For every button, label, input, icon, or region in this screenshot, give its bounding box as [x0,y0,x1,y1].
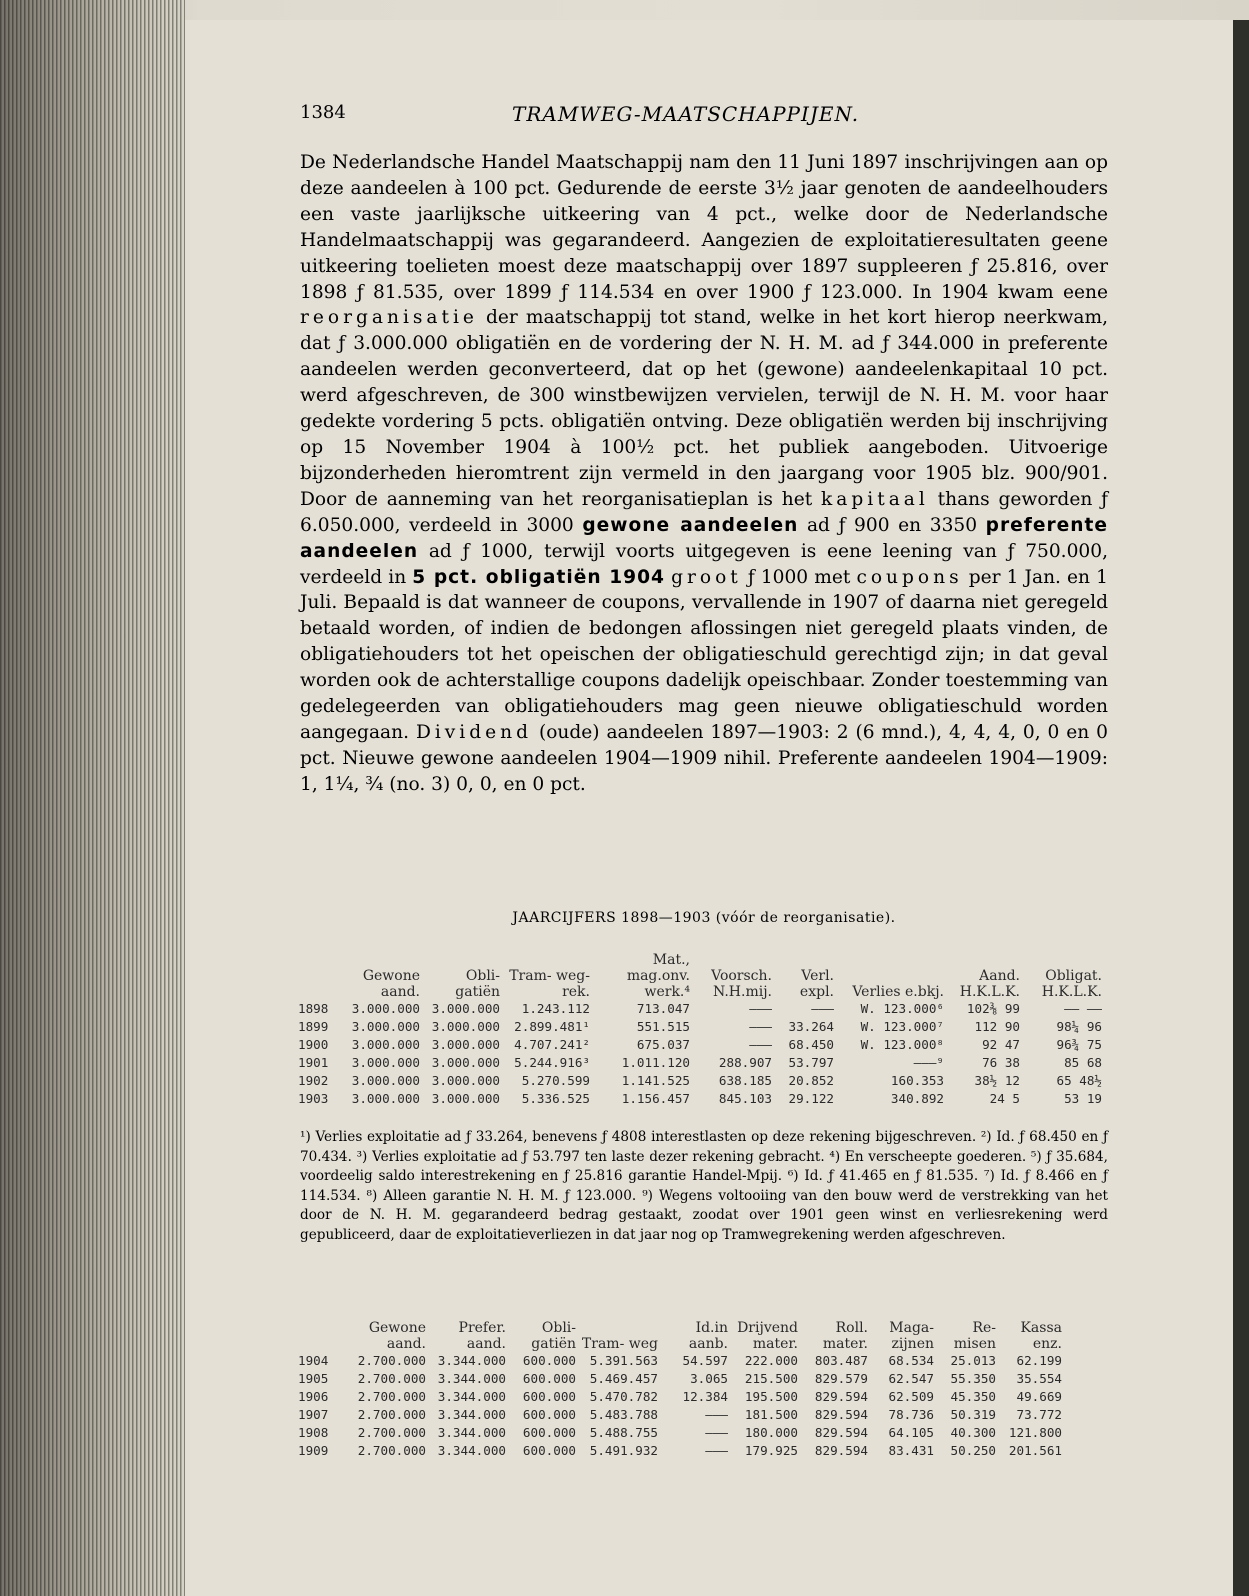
table2-header-cell: Kassa enz. [1020,1320,1062,1352]
emph-reorganisatie: reorganisatie [300,307,478,329]
table1-year-cell: 1898 [298,1001,329,1016]
table1-value-cell: 1.011.120 [621,1055,690,1070]
table1-value-cell: ——— [749,1037,772,1052]
table1-value-cell: 20.852 [788,1073,834,1088]
table2-value-cell: 600.000 [522,1425,576,1440]
table2-value-cell: 5.491.932 [589,1443,658,1458]
body-text-1: De Nederlandsche Handel Maatschappij nam den 11 Juni 1897 inschrijvingen aan op deze aandeelen à 100 pct. Gedurende de eerste 3½ jaar genoten de aandeelhouders een vaste jaarlijksche uitkeering van 4 pct., welke door de Nederlandsche Handelmaatschappij was gegarandeerd. Aangezien de exploitatieresultaten geene uitkeering toelieten moest deze maatschappij over 1897 suppleeren ƒ 25.816, over 1898 ƒ 81.535, over 1899 ƒ 114.534 en over 1900 ƒ 123.000. In 1904 kwam eene [300,152,1108,303]
table2-value-cell: 3.344.000 [437,1389,506,1404]
table1-value-cell: 713.047 [636,1001,690,1016]
table1-year-cell: 1903 [298,1091,329,1106]
table2-value-cell: 5.470.782 [589,1389,658,1404]
table2-value-cell: 600.000 [522,1443,576,1458]
table2-value-cell: 600.000 [522,1407,576,1422]
table2-value-cell: 73.772 [1016,1407,1062,1422]
table1-value-cell: ——— [811,1001,834,1016]
table2-value-cell: ——— [705,1407,728,1422]
table1-value-cell: 33.264 [788,1019,834,1034]
bold-preferente-aandeelen: preferente aandeelen [300,514,1108,562]
table1-value-cell: 3.000.000 [351,1001,420,1016]
table2-value-cell: 49.669 [1016,1389,1062,1404]
table2-value-cell: 83.431 [888,1443,934,1458]
table2-value-cell: 5.488.755 [589,1425,658,1440]
table1-value-cell: 2.899.481¹ [514,1019,590,1034]
table2-year-cell: 1904 [298,1353,329,1368]
table1-header-cell: Obligat. H.K.L.K. [1041,968,1102,1000]
table2-value-cell: 62.199 [1016,1353,1062,1368]
table2-value-cell: ——— [705,1443,728,1458]
table2-value-cell: 3.344.000 [437,1425,506,1440]
page-number: 1384 [300,102,346,123]
table1-value-cell: 3.000.000 [431,1001,500,1016]
table1-header-cell: Verl. expl. [799,968,834,1000]
table2-header-cell: Roll. mater. [822,1320,868,1352]
table2-value-cell: 50.250 [950,1443,996,1458]
sheet-edge [1233,20,1249,1596]
table1-value-cell: 53 19 [1064,1091,1102,1106]
table2-value-cell: 121.800 [1008,1425,1062,1440]
table1-value-cell: 1.141.525 [621,1073,690,1088]
table2-value-cell: 5.483.788 [589,1407,658,1422]
table2-value-cell: 829.594 [814,1425,868,1440]
table1-value-cell: 76 38 [982,1055,1020,1070]
table2-header-cell: Obli- gatiën [531,1320,576,1352]
table2-year-cell: 1907 [298,1407,329,1422]
table2-row [298,1442,1062,1460]
body-paragraph [300,150,1108,798]
emph-coupons: coupons [856,566,963,588]
table2-row [298,1406,1062,1424]
table2-value-cell: 62.509 [888,1389,934,1404]
table1-value-cell: 3.000.000 [351,1055,420,1070]
table2-value-cell: 600.000 [522,1353,576,1368]
table2-value-cell: 829.579 [814,1371,868,1386]
table2-value-cell: 2.700.000 [357,1443,426,1458]
table2-value-cell: 215.500 [744,1371,798,1386]
table2-value-cell: 3.344.000 [437,1443,506,1458]
table2-value-cell: 2.700.000 [357,1353,426,1368]
table1-value-cell: 98¼ 96 [1056,1019,1102,1034]
table2-header-cell: Gewone aand. [368,1320,426,1352]
page-header [300,102,1120,128]
table1-value-cell: 5.244.916³ [514,1055,590,1070]
table-jaarcijfers-1898-1903 [298,952,1102,1108]
table2-value-cell: 180.000 [744,1425,798,1440]
table1-year-cell: 1901 [298,1055,329,1070]
table2-header-cell [298,1320,338,1352]
table1-value-cell: 5.270.599 [521,1073,590,1088]
table2-value-cell: 5.469.457 [589,1371,658,1386]
table2-year-cell: 1905 [298,1371,329,1386]
table1-value-cell: 3.000.000 [351,1019,420,1034]
table-1904-1909 [298,1320,1062,1460]
table1-value-cell: 112 90 [974,1019,1020,1034]
table2-value-cell: 12.384 [682,1389,728,1404]
table2-value-cell: 600.000 [522,1371,576,1386]
table2-value-cell: 179.925 [744,1443,798,1458]
bold-obligatien: 5 pct. obligatiën 1904 [412,566,665,588]
table2-value-cell: 3.344.000 [437,1371,506,1386]
emph-dividend: Dividend [415,721,533,743]
table1-header-cell: Gewone aand. [362,968,420,1000]
table2-value-cell: 181.500 [744,1407,798,1422]
table2-header-cell: Prefer. aand. [458,1320,506,1352]
table2-value-cell: 78.736 [888,1407,934,1422]
table1-header-cell: Obli- gatiën [455,968,500,1000]
table1-row [298,1000,1102,1018]
table1-value-cell: W. 123.000⁶ [860,1001,944,1016]
table1-value-cell: 29.122 [788,1091,834,1106]
table2-value-cell: 803.487 [814,1353,868,1368]
table1-value-cell: 1.156.457 [621,1091,690,1106]
table1-row [298,1054,1102,1072]
table2-value-cell: 45.350 [950,1389,996,1404]
table2-value-cell: 3.344.000 [437,1407,506,1422]
table1-value-cell: ——— [749,1019,772,1034]
book-spine [0,0,185,1596]
table2-value-cell: 3.065 [690,1371,728,1386]
table1-value-cell: 53.797 [788,1055,834,1070]
table1-value-cell: —— —— [1064,1001,1102,1016]
running-title: TRAMWEG-MAATSCHAPPIJEN. [512,102,860,126]
emph-kapitaal: kapitaal [821,488,929,510]
table1-value-cell: 96¾ 75 [1056,1037,1102,1052]
body-text-4: ad ƒ 900 en 3350 [806,514,978,536]
table2-row [298,1352,1062,1370]
table1-header-cell: Verlies e.bkj. [852,984,944,1000]
table2-header-cell: Drijvend mater. [737,1320,798,1352]
table2-value-cell: 68.534 [888,1353,934,1368]
table1-value-cell: 551.515 [636,1019,690,1034]
table1-row [298,1090,1102,1108]
table1-value-cell: 288.907 [718,1055,772,1070]
table2-value-cell: 829.594 [814,1443,868,1458]
table1-value-cell: 68.450 [788,1037,834,1052]
table2-value-cell: ——— [705,1425,728,1440]
table1-title: JAARCIJFERS 1898—1903 (vóór de reorganisatie). [512,910,896,926]
table1-header-cell: Aand. H.K.L.K. [959,968,1020,1000]
table1-value-cell: 340.892 [890,1091,944,1106]
table2-value-cell: 2.700.000 [357,1407,426,1422]
table2-value-cell: 829.594 [814,1389,868,1404]
table1-value-cell: 3.000.000 [431,1055,500,1070]
table2-value-cell: 55.350 [950,1371,996,1386]
table1-value-cell: 3.000.000 [431,1019,500,1034]
table2-value-cell: 600.000 [522,1389,576,1404]
footnotes: ¹) Verlies exploitatie ad ƒ 33.264, benevens ƒ 4808 interestlasten op deze rekening bijgeschreven. ²) Id. ƒ 68.450 en ƒ 70.434. ³) Verlies exploitatie ad ƒ 53.797 ten laste dezer rekening gebracht. ⁴) En verscheepte goederen. ⁵) ƒ 35.684, voordeelig saldo interestrekening en ƒ 25.816 garantie Handel-Mpij. ⁶) Id. ƒ 41.465 en ƒ 81.535. ⁷) Id. ƒ 8.466 en ƒ 114.534. ⁸) Alleen garantie N. H. M. ƒ 123.000. ⁹) Wegens voltooiing van den bouw werd de verstrekking van het door de N. H. M. gegarandeerd bedrag gestaakt, zoodat over 1901 geen winst en verliesrekening werd gepubliceerd, daar de exploitatieverliezen in dat jaar nog op Tramwegrekening werden afgeschreven. [300,1129,1108,1243]
table1-row [298,1036,1102,1054]
table1-value-cell: ——— [749,1001,772,1016]
table2-value-cell: 2.700.000 [357,1371,426,1386]
table1-value-cell: 160.353 [890,1073,944,1088]
body-text-8: per 1 Jan. en 1 Juli. Bepaald is dat wanneer de coupons, vervallende in 1907 of daarna niet geregeld betaald worden, of indien de bedongen aflossingen niet geregeld plaats vinden, de obligatiehouders tot het opeischen der obligatieschuld gerechtigd zijn; in dat geval worden ook de achterstallige coupons dadelijk opeischbaar. Zonder toestemming van gedelegeerden van obligatiehouders mag geen nieuwe obligatieschuld worden aangegaan. [300,566,1108,743]
table2-value-cell: 54.597 [682,1353,728,1368]
table1-value-cell: 675.037 [636,1037,690,1052]
table2-header-cell: Id.in aanb. [688,1320,728,1352]
table1-value-cell: 38½ 12 [974,1073,1020,1088]
table2-value-cell: 35.554 [1016,1371,1062,1386]
table2-value-cell: 64.105 [888,1425,934,1440]
table1-value-cell: 638.185 [718,1073,772,1088]
table1-value-cell: 3.000.000 [351,1073,420,1088]
table1-value-cell: 65 48½ [1056,1073,1102,1088]
table1-row [298,1018,1102,1036]
table2-year-cell: 1908 [298,1425,329,1440]
body-text-2: der maatschappij tot stand, welke in het kort hierop neerkwam, dat ƒ 3.000.000 obligatiën en de vordering der N. H. M. ad ƒ 344.000 in preferente aandeelen werden geconverteerd, dat op het (gewone) aandeelenkapitaal 10 pct. werd afgeschreven, de 300 winstbewijzen vervielen, terwijl de N. H. M. voor haar gedekte vordering 5 pcts. obligatiën ontving. Deze obligatiën werden bij inschrijving op 15 November 1904 à 100½ pct. het publiek aangeboden. Uitvoerige bijzonderheden hieromtrent zijn vermeld in den jaargang voor 1905 blz. 900/901. Door de aanneming van het reorganisatieplan is het [300,307,1108,510]
table2-row [298,1424,1062,1442]
table1-row [298,1072,1102,1090]
body-text-5: ad ƒ 1000, terwijl voorts uitgegeven is eene leening van ƒ 750.000, verdeeld in [300,540,1108,588]
table2-year-cell: 1909 [298,1443,329,1458]
table1-year-cell: 1899 [298,1019,329,1034]
table1-value-cell: 4.707.241² [514,1037,590,1052]
body-text-7: ƒ 1000 met [747,566,851,588]
table2-header-cell: Maga- zijnen [889,1320,934,1352]
table1-value-cell: 3.000.000 [351,1091,420,1106]
table2-value-cell: 50.319 [950,1407,996,1422]
table1-value-cell: 102⅜ 99 [966,1001,1020,1016]
table1-value-cell: W. 123.000⁷ [860,1019,944,1034]
table2-value-cell: 25.013 [950,1353,996,1368]
table2-row [298,1388,1062,1406]
table1-value-cell: 85 68 [1064,1055,1102,1070]
table1-value-cell: 845.103 [718,1091,772,1106]
table2-value-cell: 222.000 [744,1353,798,1368]
table2-year-cell: 1906 [298,1389,329,1404]
table1-value-cell: 3.000.000 [431,1073,500,1088]
table2-value-cell: 40.300 [950,1425,996,1440]
bold-gewone-aandeelen: gewone aandeelen [582,514,799,536]
table1-header-cell: Voorsch. N.H.mij. [711,968,772,1000]
table1-value-cell: 92 47 [982,1037,1020,1052]
table1-value-cell: W. 123.000⁸ [860,1037,944,1052]
table2-value-cell: 3.344.000 [437,1353,506,1368]
table1-value-cell: 3.000.000 [351,1037,420,1052]
table1-header-cell: Mat., mag.onv. werk.⁴ [626,952,690,1000]
table1-header-cell: Tram- weg-rek. [509,968,590,1000]
body-text-9: (oude) aandeelen 1897—1903: 2 (6 mnd.), 4, 4, 4, 0, 0 en 0 pct. Nieuwe gewone aandeelen 1904—1909 nihil. Preferente aandeelen 1904—1909: 1, 1¼, ¾ (no. 3) 0, 0, en 0 pct. [300,721,1108,795]
table1-value-cell: 1.243.112 [521,1001,590,1016]
table1-value-cell: 3.000.000 [431,1091,500,1106]
table2-row [298,1370,1062,1388]
table1-value-cell: 3.000.000 [431,1037,500,1052]
table1-value-cell: 24 5 [989,1091,1020,1106]
table2-value-cell: 195.500 [744,1389,798,1404]
table1-header-cell [298,952,338,1000]
body-text-3: thans geworden ƒ 6.050.000, verdeeld in 3000 [300,488,1108,536]
table2-header-cell: Re- misen [953,1320,996,1352]
table2-value-cell: 2.700.000 [357,1425,426,1440]
table1-year-cell: 1900 [298,1037,329,1052]
table2-value-cell: 829.594 [814,1407,868,1422]
table1-value-cell: 5.336.525 [521,1091,590,1106]
table1-year-cell: 1902 [298,1073,329,1088]
table2-value-cell: 2.700.000 [357,1389,426,1404]
table2-header-cell: Tram- weg [581,1336,658,1352]
table2-value-cell: 62.547 [888,1371,934,1386]
emph-groot: groot [671,566,742,588]
table2-value-cell: 201.561 [1008,1443,1062,1458]
table2-value-cell: 5.391.563 [589,1353,658,1368]
table1-value-cell: ———⁹ [913,1055,944,1070]
